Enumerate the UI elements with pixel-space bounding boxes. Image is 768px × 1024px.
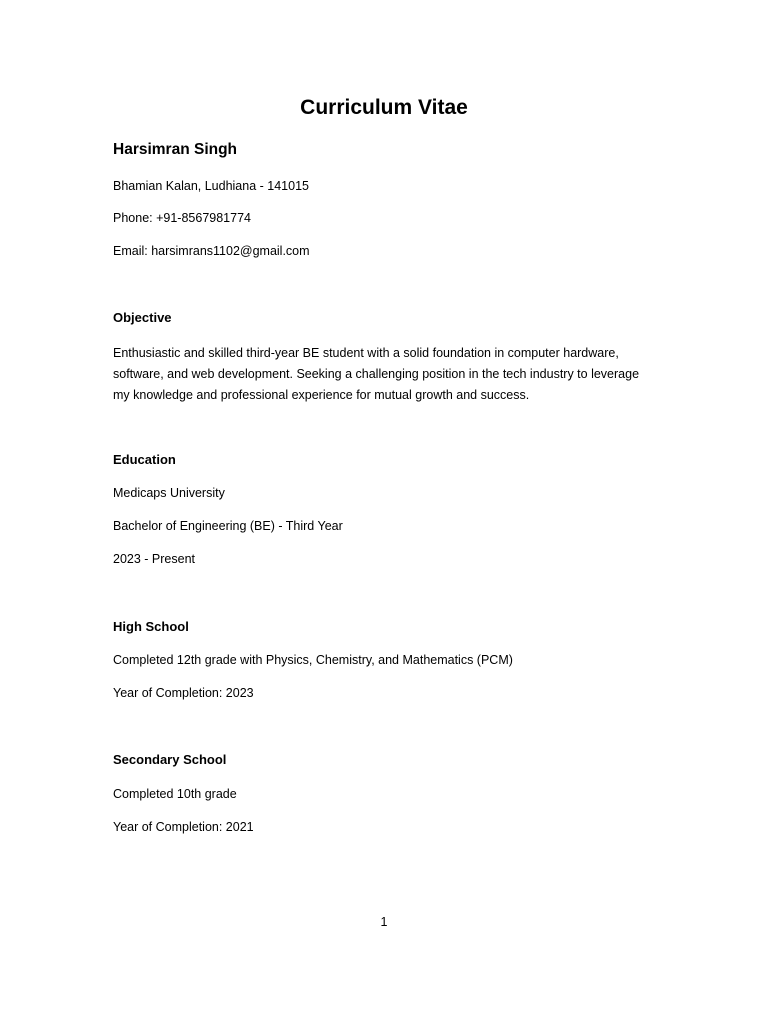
objective-paragraph <box>113 343 658 406</box>
document-title: Curriculum Vitae <box>300 96 468 119</box>
secondary-school-completion: Year of Completion: 2021 <box>113 820 254 834</box>
education-degree: Bachelor of Engineering (BE) - Third Year <box>113 519 343 533</box>
contact-address: Bhamian Kalan, Ludhiana - 141015 <box>113 179 309 193</box>
contact-phone: Phone: +91-8567981774 <box>113 211 251 225</box>
objective-line: Enthusiastic and skilled third-year BE student with a solid foundation in computer hardware, <box>113 346 619 360</box>
education-institution: Medicaps University <box>113 486 225 500</box>
secondary-school-heading: Secondary School <box>113 752 227 767</box>
high-school-heading: High School <box>113 619 189 634</box>
high-school-detail: Completed 12th grade with Physics, Chemistry, and Mathematics (PCM) <box>113 653 513 667</box>
page-number: 1 <box>380 915 388 929</box>
education-heading: Education <box>113 452 176 467</box>
objective-line: my knowledge and professional experience for mutual growth and success. <box>113 388 530 402</box>
high-school-completion: Year of Completion: 2023 <box>113 686 254 700</box>
objective-heading: Objective <box>113 310 172 325</box>
contact-email: Email: harsimrans1102@gmail.com <box>113 244 310 258</box>
education-period: 2023 - Present <box>113 552 195 566</box>
secondary-school-detail: Completed 10th grade <box>113 787 237 801</box>
objective-line: software, and web development. Seeking a challenging position in the tech industry to leverage <box>113 367 640 381</box>
candidate-name: Harsimran Singh <box>113 141 238 158</box>
